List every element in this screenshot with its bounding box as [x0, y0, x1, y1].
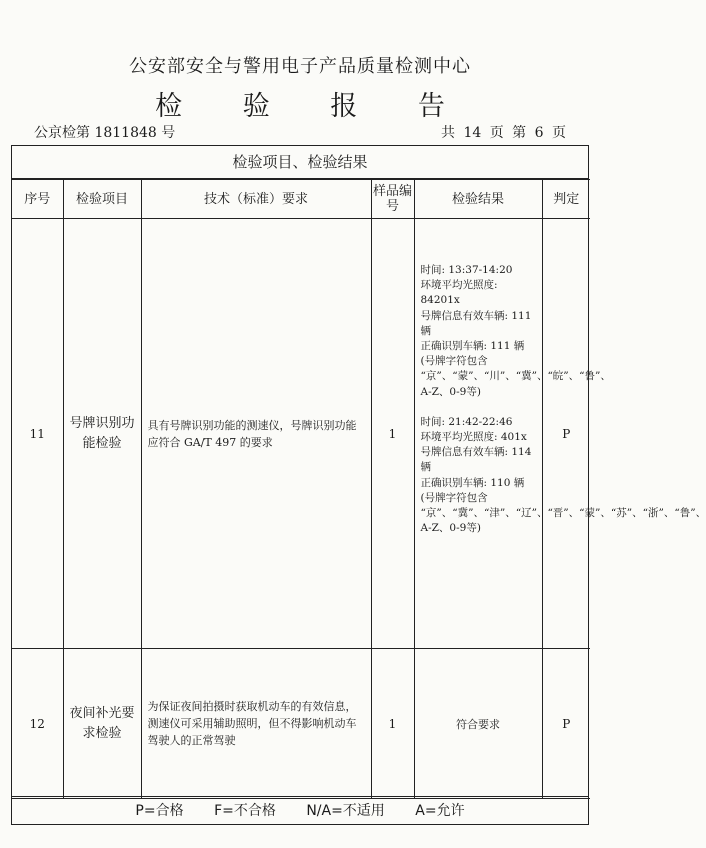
row-item: 夜间补光要求检验 — [63, 649, 141, 799]
row-verdict: P — [542, 649, 590, 799]
col-result: 检验结果 — [414, 180, 542, 219]
report-title: 检 验 报 告 — [155, 91, 471, 122]
row-result — [414, 219, 706, 649]
row-seq: 12 — [12, 649, 63, 799]
row-requirement: 具有号牌识别功能的测速仪，号牌识别功能应符合 GA/T 497 的要求 — [141, 219, 371, 649]
row-sample-no: 1 — [371, 649, 414, 799]
result-nighttime: 时间: 21:42-22:46 环境平均光照度: 401x 号牌信息有效车辆: 114辆 正确识别车辆: 110 辆 (号牌字符包含 “京”、“冀”、“津”、“辽”、“晋”、“蒙”、“苏”、“浙”、“鲁”、A-Z、0-9等) — [420, 415, 706, 535]
legend-fail: F=不合格 — [214, 803, 276, 819]
col-verdict: 判定 — [542, 180, 590, 219]
results-table-frame — [11, 145, 706, 825]
table-row — [12, 649, 590, 799]
col-seq: 序号 — [12, 180, 63, 219]
issuing-organization: 公安部安全与警用电子产品质量检测中心 — [129, 56, 471, 77]
row-seq: 11 — [12, 219, 63, 649]
col-item: 检验项目 — [63, 180, 141, 219]
row-item: 号牌识别功能检验 — [63, 219, 141, 649]
row-verdict: P — [542, 219, 590, 649]
verdict-legend — [12, 796, 588, 824]
legend-na: N/A=不适用 — [306, 803, 385, 819]
result-daytime: 时间: 13:37-14:20 环境平均光照度: 84201x 号牌信息有效车辆: 111辆 正确识别车辆: 111 辆 (号牌字符包含 “京”、“蒙”、“川”、“冀”、“皖”、“鲁”、A-Z、0-9等) — [420, 264, 611, 398]
table-header-row — [12, 180, 590, 219]
col-sample-no: 样品编号 — [371, 180, 414, 219]
row-sample-no: 1 — [371, 219, 414, 649]
legend-pass: P=合格 — [135, 803, 184, 819]
row-result: 符合要求 — [414, 649, 542, 799]
report-number: 公京检第 1811848 号 — [34, 125, 176, 141]
results-table — [12, 179, 706, 799]
table-caption: 检验项目、检验结果 — [12, 146, 588, 179]
col-requirement: 技术（标准）要求 — [141, 180, 371, 219]
legend-allow: A=允许 — [415, 803, 465, 819]
page-indicator: 共 14 页 第 6 页 — [441, 125, 566, 141]
table-row — [12, 219, 590, 649]
row-requirement: 为保证夜间拍摄时获取机动车的有效信息，测速仪可采用辅助照明，但不得影响机动车驾驶人的正常驾驶 — [141, 649, 371, 799]
